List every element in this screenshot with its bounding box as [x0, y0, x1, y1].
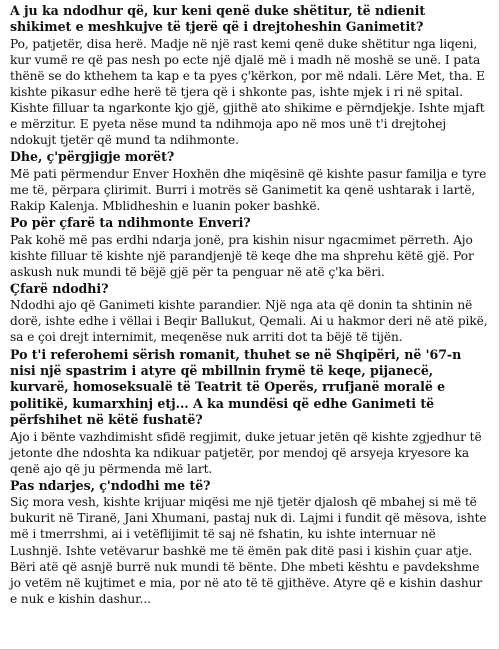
interview-answer: Siç mora vesh, kishte krijuar miqësi me një tjetër djalosh që mbahej si më të bukurit në Tiranë, Jani Xhumani, pastaj nuk di. Lajmi i fundit që mësova, ishte më i tmerrshmi, ai i vetëflijimit të saj në fshatin, ku ishte internuar në Lushnjë. Ishte vetëvarur bashkë me të ëmën pak ditë pasi i kishin çuar atje. Bëri atë që asnjë burrë nuk mundi të bënte. Dhe mbeti kështu e pavdekshme jo vetëm në kujtimet e mia, por në ato të të gjithëve. Atyre që e kishin dashur e nuk e kishin dashur... [10, 495, 487, 606]
interview-answer: Po, patjetër, disa herë. Madje në një rast kemi qenë duke shëtitur nga liqeni, kur vumë re që pas nesh po ecte një djalë më i madh në moshë se unë. I pata thënë se do kthehem ta kap e ta pyes ç'kërkon, por më ndali. Lëre Met, tha. E kishte pikasur edhe herë të tjera që i shkonte pas, ishte mjek i ri në spital. Kishte filluar ta ngarkonte kjo gjë, gjithë ato shikime e përndjekje. Ishte mjaft e mërzitur. E pyeta nëse mund ta ndihmoja apo në mos unë t'i drejtohej ndokujt tjetër që mund ta ndihmonte. [10, 36, 485, 148]
interview-answer: Ajo i bënte vazhdimisht sfidë regjimit, duke jetuar jetën që kishte zgjedhur të jetonte dhe ndoshta ka ndikuar patjetër, por mendoj që arsyeja kryesore ka qenë ajo që ju përmenda më lart. [10, 429, 482, 476]
interview-question: Dhe, ç'përgjigje morët? [10, 149, 175, 165]
interview-answer: Pak kohë më pas erdhi ndarja jonë, pra kishin nisur ngacmimet përreth. Ajo kishte filluar të kishte një parandjenjë të keqe dhe ma shprehu këtë gjë. Por askush nuk mundi të bëjë gjë për ta penguar në atë ç'ka bëri. [10, 232, 474, 279]
interview-question: A ju ka ndodhur që, kur keni qenë duke shëtitur, të ndienit shikimet e meshkujve të tjerë që i drejtoheshin Ganimetit? [10, 3, 426, 35]
interview-answer: Ndodhi ajo që Ganimeti kishte parandier. Një nga ata që donin ta shtinin në dorë, ishte edhe i vëllai i Beqir Ballukut, Qemali. Ai u hakmor deri në atë pikë, sa e çoi drejt internimit, meqenëse nuk arriti dot ta bëjë të tijën. [10, 298, 488, 345]
interview-question: Pas ndarjes, ç'ndodhi me të? [10, 477, 211, 493]
interview-answer: Më pati përmendur Enver Hoxhën dhe miqësinë që kishte pasur familja e tyre me të, përpara çlirimit. Burri i motrës së Ganimetit ka qenë ushtarak i lartë, Rakip Kalenja. Mblidheshin e luanin poker bashkë. [10, 166, 487, 214]
interview-question: Po t'i referohemi sërish romanit, thuhet se në Shqipëri, në '67-n nisi një spastrim i atyre që mbillnin frymë të keqe, pijanecë, kurvarë, homoseksualë të Teatrit të Operës, rrufjanë moralë e politikë, kumarxhinj etj... A ka mundësi që edhe Ganimeti të përfshihet në këtë fushatë? [10, 346, 462, 428]
interview-question: Po për çfarë ta ndihmonte Enveri? [10, 215, 251, 231]
interview-article [10, 3, 490, 608]
interview-question: Çfarë ndodhi? [10, 280, 109, 296]
